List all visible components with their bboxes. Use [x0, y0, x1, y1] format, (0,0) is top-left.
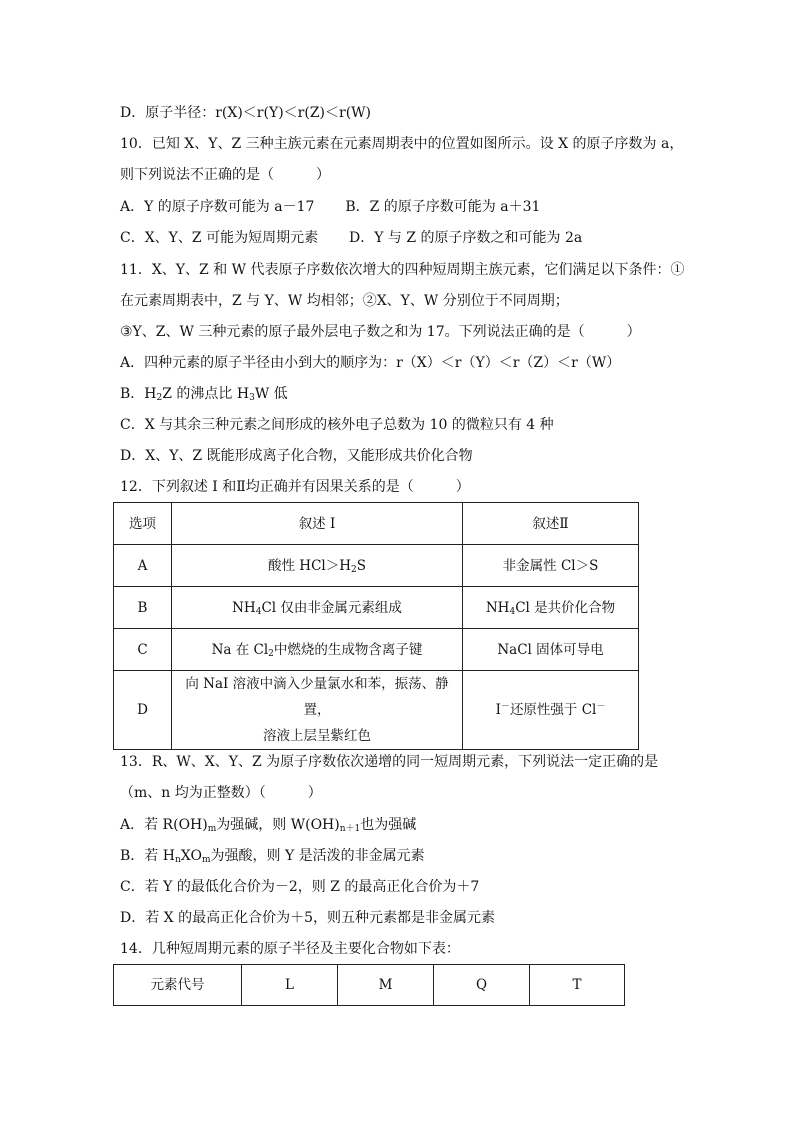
q12-c-option: C [114, 629, 172, 671]
q11-stem-line1: 11．X、Y、Z 和 W 代表原子序数依次增大的四种短周期主族元素，它们满足以下条件：① [120, 262, 685, 278]
q12-row-d [114, 671, 639, 750]
q13-a-sub1: m [207, 824, 217, 834]
q11-b-sub1: 2 [156, 393, 163, 403]
q12-a-s1-sub: 2 [351, 564, 357, 575]
q12-c-s1-text: Na 在 Cl [211, 641, 269, 658]
q13-a-text3: 也为强碱 [360, 817, 417, 833]
q13-a-sub2: n＋1 [339, 824, 361, 834]
q11-stem-line3: ③Y、Z、W 三种元素的原子最外层电子数之和为 17。下列说法正确的是（ ） [120, 324, 641, 340]
q13-option-c: C．若 Y 的最低化合价为－2，则 Z 的最高正化合价为＋7 [120, 879, 480, 895]
q14-table [113, 964, 625, 1006]
q14-header-l: L [242, 965, 338, 1006]
q12-d-option: D [114, 671, 172, 750]
q12-d-s2-text2: 还原性强于 Cl [509, 702, 597, 718]
q13-b-text1: B．若 H [120, 848, 175, 864]
q12-d-s2-sup2: － [596, 702, 606, 712]
q13-stem-line1: 13．R、W、X、Y、Z 为原子序数依次递增的同一短周期元素，下列说法一定正确的是 [120, 754, 659, 770]
q11-b-text3: W 低 [254, 386, 288, 402]
q10-option-b: B．Z 的原子序数可能为 a＋31 [345, 199, 541, 215]
q10-stem-line1: 10．已知 X、Y、Z 三种主族元素在元素周期表中的位置如图所示。设 X 的原子序数为 a， [120, 136, 684, 152]
q13-b-text2: XO [180, 848, 202, 864]
q14-table-header [114, 965, 625, 1006]
q12-c-s1-text2: 中燃烧的生成物含离子键 [273, 641, 423, 658]
q10-option-a: A．Y 的原子序数可能为 a－17 [120, 199, 315, 215]
q12-header-s1: 叙述 I [172, 503, 463, 545]
q11-b-text2: Z 的沸点比 H [162, 386, 250, 402]
q12-b-s2-text2: Cl 是共价化合物 [515, 599, 616, 616]
q11-b-sub2: 3 [249, 393, 255, 403]
q12-b-s1-sub: 4 [255, 606, 262, 617]
q11-option-b [120, 385, 288, 403]
q12-table-header [114, 503, 639, 545]
q12-a-s2: 非金属性 Cl＞S [463, 545, 639, 587]
q13-option-a [120, 816, 416, 834]
q12-row-c [114, 629, 639, 671]
q12-b-s2-text: NH [485, 599, 510, 616]
q12-a-option: A [114, 545, 172, 587]
q13-b-text3: 为强酸，则 Y 是活泼的非金属元素 [210, 848, 425, 864]
q11-option-a: A．四种元素的原子半径由小到大的顺序为：r（X）＜r（Y）＜r（Z）＜r（W） [120, 355, 621, 371]
q13-option-b [120, 847, 425, 865]
q13-a-text2: 为强碱，则 W(OH) [216, 817, 340, 833]
q12-d-s2-text: I [495, 702, 501, 718]
q11-option-c: C．X 与其余三种元素之间形成的核外电子总数为 10 的微粒只有 4 种 [120, 417, 554, 433]
q13-b-sub2: m [201, 855, 211, 865]
q12-a-s1-text2: S [356, 557, 366, 574]
q12-d-s2-sup1: － [500, 702, 510, 712]
q14-header-m: M [338, 965, 434, 1006]
q10-option-c: C．X、Y、Z 可能为短周期元素 [120, 230, 319, 246]
q12-row-b [114, 587, 639, 629]
q11-b-text1: B．H [120, 386, 157, 402]
q12-row-a [114, 545, 639, 587]
q14-header-q: Q [434, 965, 530, 1006]
q12-b-s2-sub: 4 [509, 606, 516, 617]
q10-options-cd [120, 229, 582, 247]
q12-d-s2 [463, 671, 639, 750]
q12-header-s2: 叙述Ⅱ [463, 503, 639, 545]
q12-a-s1 [172, 545, 463, 587]
q14-header-code: 元素代号 [114, 965, 242, 1006]
q12-b-s2 [463, 587, 639, 629]
q10-stem-line2: 则下列说法不正确的是（ ） [120, 167, 330, 183]
q12-d-s1 [172, 671, 463, 750]
q10-option-d: D．Y 与 Z 的原子序数之和可能为 2a [349, 230, 583, 246]
q12-b-s1-text2: Cl 仅由非金属元素组成 [261, 599, 402, 616]
q12-d-s1-line1: 向 NaI 溶液中滴入少量氯水和苯，振荡、静置， [185, 676, 449, 718]
q12-stem: 12．下列叙述 I 和Ⅱ均正确并有因果关系的是（ ） [120, 479, 470, 495]
q12-c-s1 [172, 629, 463, 671]
q14-stem: 14．几种短周期元素的原子半径及主要化合物如下表： [120, 941, 460, 957]
q12-c-s2: NaCl 固体可导电 [463, 629, 639, 671]
q12-d-s1-line2: 溶液上层呈紫红色 [263, 728, 371, 744]
q12-a-s1-text: 酸性 HCl＞H [268, 557, 351, 574]
q13-stem-line2: （m、n 均为正整数）（ ） [120, 785, 322, 801]
q11-stem-line2: 在元素周期表中，Z 与 Y、W 均相邻；②X、Y、W 分别位于不同周期； [120, 293, 569, 309]
q12-c-s1-sub: 2 [268, 648, 274, 659]
q13-a-text1: A．若 R(OH) [120, 817, 208, 833]
q13-b-sub1: n [174, 855, 181, 865]
q12-b-s1 [172, 587, 463, 629]
q11-option-d: D．X、Y、Z 既能形成离子化合物，又能形成共价化合物 [120, 448, 473, 464]
q9-option-d: D．原子半径：r(X)＜r(Y)＜r(Z)＜r(W) [120, 105, 372, 121]
q12-b-s1-text: NH [232, 599, 256, 616]
q12-b-option: B [114, 587, 172, 629]
q13-option-d: D．若 X 的最高正化合价为＋5，则五种元素都是非金属元素 [120, 910, 495, 926]
q14-header-t: T [530, 965, 625, 1006]
q12-table [113, 502, 639, 750]
q12-header-option: 选项 [114, 503, 172, 545]
q10-options-ab [120, 198, 540, 216]
